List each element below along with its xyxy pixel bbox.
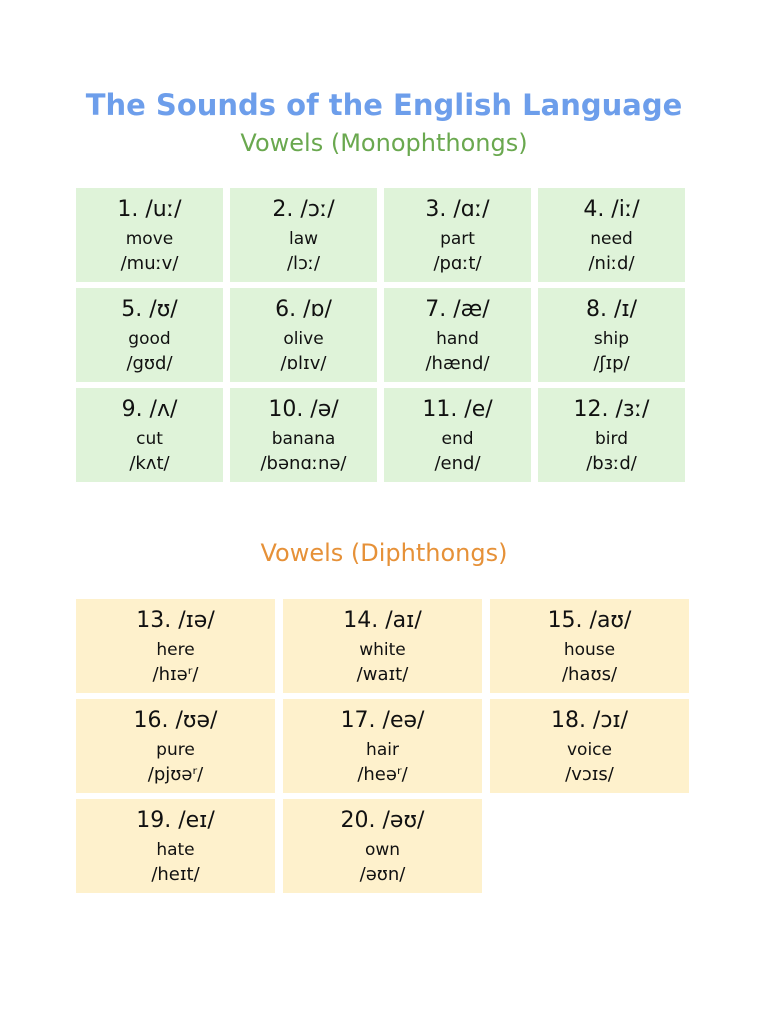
example-word: end [441, 429, 474, 449]
example-word: own [364, 840, 401, 860]
vowel-symbol: 2. /ɔː/ [272, 197, 335, 222]
example-word: banana [271, 429, 336, 449]
example-word: ship [593, 329, 630, 349]
page-title: The Sounds of the English Language [85, 88, 683, 123]
vowel-symbol: 13. /ɪə/ [136, 608, 215, 633]
ipa-transcription: /pɑːt/ [433, 253, 482, 274]
vowel-cell [490, 699, 689, 793]
monophthongs-heading: Vowels (Monophthongs) [240, 129, 528, 157]
example-word: voice [567, 740, 612, 760]
example-word: need [590, 229, 633, 249]
example-word: house [563, 640, 616, 660]
ipa-transcription: /muːv/ [120, 253, 179, 274]
ipa-transcription: /pjʊəʳ/ [147, 764, 204, 785]
ipa-transcription: /kʌt/ [129, 453, 170, 474]
example-word: part [440, 229, 475, 249]
example-word: here [156, 640, 195, 660]
vowel-symbol: 5. /ʊ/ [121, 297, 178, 322]
vowel-symbol: 17. /eə/ [340, 708, 425, 733]
ipa-transcription: /haʊs/ [561, 664, 618, 685]
vowel-cell [384, 188, 531, 282]
example-word: bird [595, 429, 628, 449]
example-word: olive [283, 329, 324, 349]
vowel-symbol: 11. /e/ [422, 397, 493, 422]
vowel-cell [230, 288, 377, 382]
vowel-symbol: 18. /ɔɪ/ [550, 708, 629, 733]
vowel-symbol: 16. /ʊə/ [133, 708, 218, 733]
vowel-cell [384, 288, 531, 382]
vowel-cell [538, 188, 685, 282]
vowel-symbol: 7. /æ/ [425, 297, 490, 322]
ipa-transcription: /end/ [434, 453, 481, 474]
vowel-symbol: 6. /ɒ/ [275, 297, 332, 322]
vowel-cell [490, 599, 689, 693]
vowel-cell [283, 599, 482, 693]
vowel-cell [538, 388, 685, 482]
ipa-transcription: /gʊd/ [126, 353, 173, 374]
example-word: hand [436, 329, 479, 349]
example-word: law [288, 229, 319, 249]
example-word: hate [156, 840, 195, 860]
ipa-transcription: /hænd/ [425, 353, 490, 374]
vowel-cell [283, 799, 482, 893]
vowel-symbol: 1. /uː/ [117, 197, 182, 222]
ipa-transcription: /vɔɪs/ [565, 764, 614, 785]
vowel-symbol: 4. /iː/ [583, 197, 640, 222]
vowel-symbol: 3. /ɑː/ [425, 197, 490, 222]
vowel-cell [76, 188, 223, 282]
ipa-transcription: /hɪəʳ/ [152, 664, 199, 685]
vowel-symbol: 12. /ɜː/ [573, 397, 650, 422]
example-word: cut [136, 429, 163, 449]
example-word: pure [156, 740, 195, 760]
vowel-cell [76, 288, 223, 382]
vowel-symbol: 9. /ʌ/ [121, 397, 178, 422]
vowel-symbol: 8. /ɪ/ [586, 297, 637, 322]
monophthongs-grid [76, 188, 685, 482]
ipa-transcription: /bɜːd/ [586, 453, 637, 474]
vowel-cell [538, 288, 685, 382]
example-word: move [125, 229, 174, 249]
diphthongs-heading: Vowels (Diphthongs) [260, 539, 508, 567]
vowel-cell [230, 188, 377, 282]
vowel-symbol: 14. /aɪ/ [343, 608, 422, 633]
vowel-cell [76, 799, 275, 893]
vowel-cell [76, 388, 223, 482]
ipa-transcription: /lɔː/ [286, 253, 321, 274]
vowel-cell [76, 599, 275, 693]
ipa-transcription: /əʊn/ [359, 864, 406, 885]
ipa-transcription: /ɒlɪv/ [280, 353, 327, 374]
ipa-transcription: /ʃɪp/ [593, 353, 630, 374]
ipa-transcription: /niːd/ [588, 253, 635, 274]
diphthongs-grid [76, 599, 689, 893]
vowel-symbol: 20. /əʊ/ [340, 808, 425, 833]
ipa-transcription: /heəʳ/ [357, 764, 408, 785]
ipa-transcription: /heɪt/ [151, 864, 200, 885]
vowel-symbol: 10. /ə/ [268, 397, 339, 422]
vowel-cell [76, 699, 275, 793]
vowel-cell [384, 388, 531, 482]
vowel-symbol: 19. /eɪ/ [136, 808, 215, 833]
vowel-cell [230, 388, 377, 482]
example-word: white [359, 640, 406, 660]
example-word: good [128, 329, 171, 349]
vowel-cell [283, 699, 482, 793]
ipa-transcription: /bənɑːnə/ [260, 453, 347, 474]
vowel-symbol: 15. /aʊ/ [547, 608, 632, 633]
ipa-transcription: /waɪt/ [356, 664, 409, 685]
example-word: hair [366, 740, 399, 760]
